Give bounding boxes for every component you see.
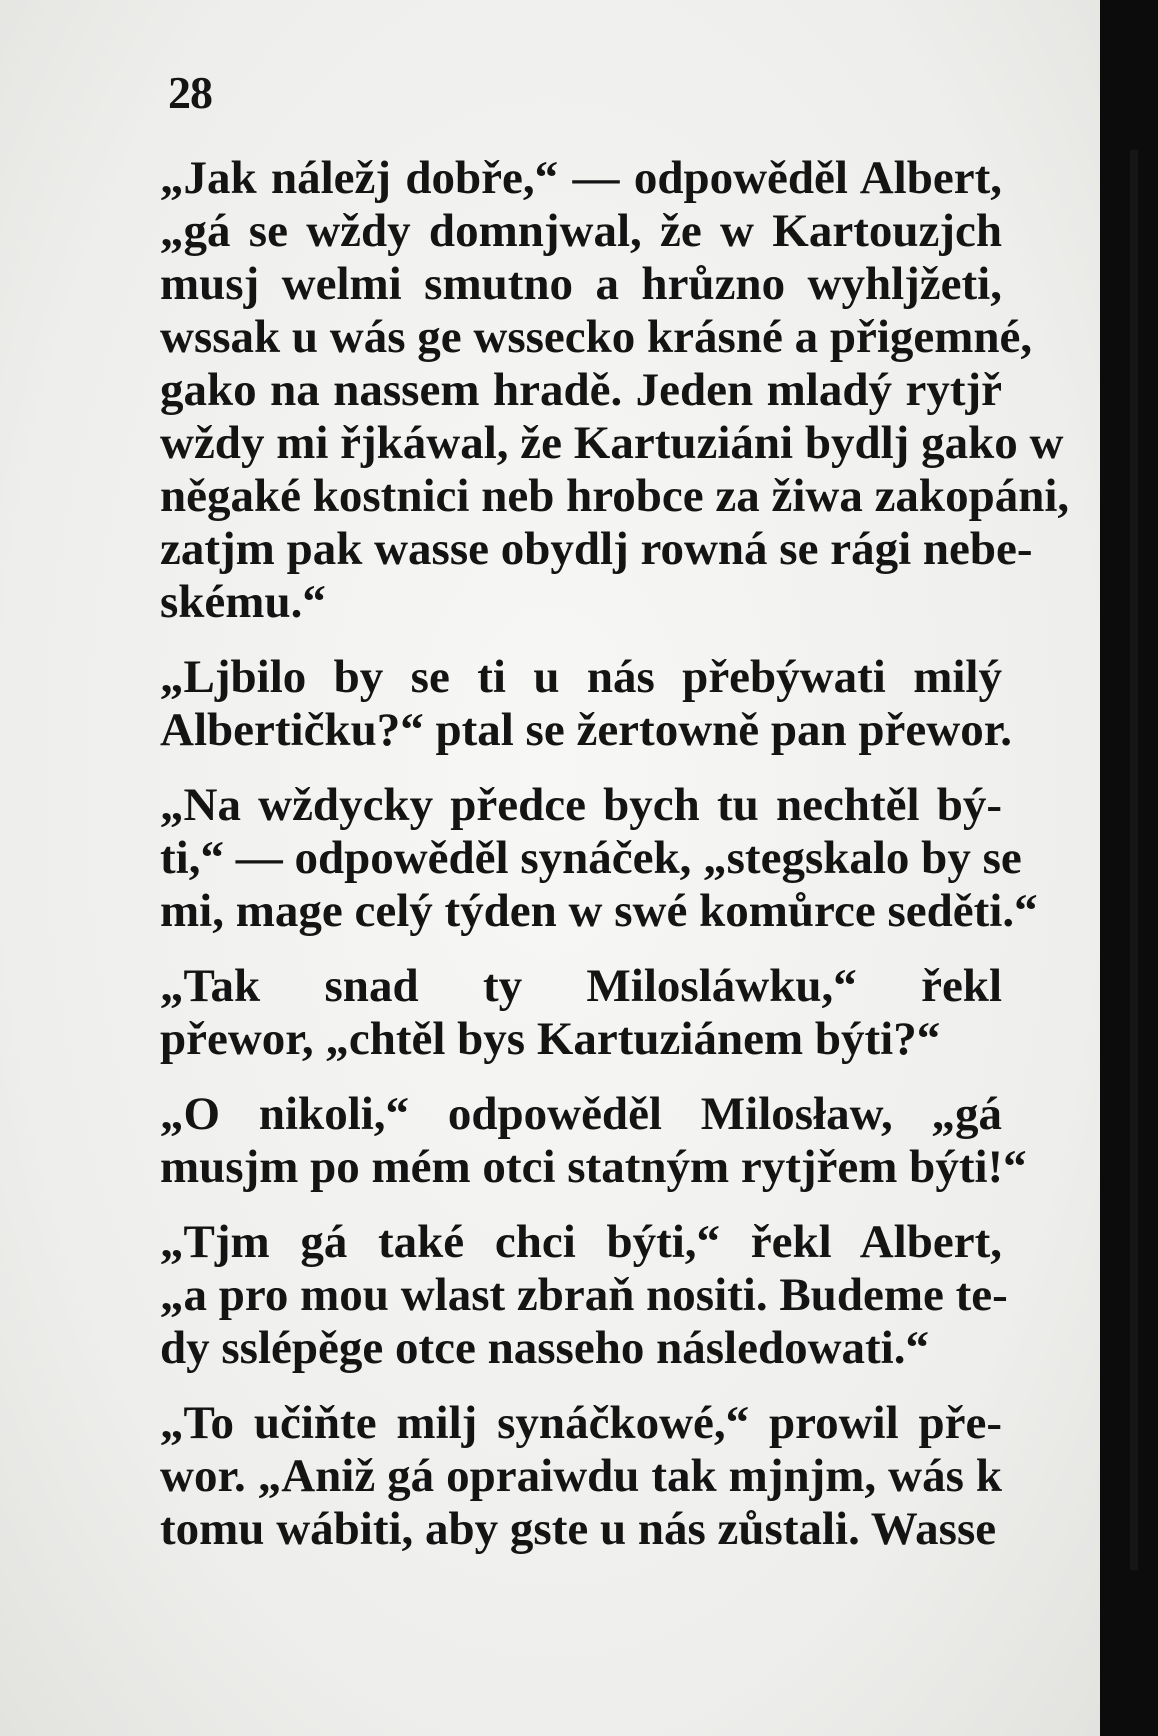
paragraph-1 (160, 152, 1070, 629)
paragraph-gap (160, 1066, 1002, 1088)
text-line: „O nikoli,“ odpowěděl Milosław, „gá (160, 1088, 1002, 1140)
text-line: „a pro mou wlast zbraň nositi. Budeme te- (160, 1269, 1008, 1321)
text-line: přewor, „chtěl bys Kartuziánem býti?“ (160, 1013, 941, 1065)
text-line: skému.“ (160, 576, 326, 628)
paragraph-6 (160, 1216, 1008, 1375)
text-line: gako na nassem hradě. Jeden mladý rytjř (160, 364, 1002, 416)
paragraph-4 (160, 960, 1002, 1066)
body-text (160, 152, 1070, 1556)
text-line: „Ljbilo by se ti u nás přebýwati milý (160, 651, 1002, 703)
paragraph-gap (160, 629, 1002, 651)
text-line: wssak u wás ge wssecko krásné a přigemné, (160, 311, 1033, 363)
scan-border (1100, 0, 1158, 1736)
paragraph-gap (160, 938, 1002, 960)
text-line: Albertičku?“ ptal se žertowně pan přewor. (160, 704, 1013, 756)
paragraph-5 (160, 1088, 1027, 1194)
text-line: ti,“ — odpowěděl synáček, „stegskalo by se (160, 832, 1022, 884)
paragraph-3 (160, 779, 1038, 938)
text-line: dy sslépěge otce nasseho následowati.“ (160, 1322, 929, 1374)
paragraph-2 (160, 651, 1013, 757)
paragraph-7 (160, 1397, 1002, 1556)
text-line: tomu wábiti, aby gste u nás zůstali. Wasse (160, 1503, 997, 1555)
text-line: „Na wždycky předce bych tu nechtěl bý- (160, 779, 1002, 831)
text-line: „Jak náležj dobře,“ — odpowěděl Albert, „gá se wždy domnjwal, že w Kartouzjch musj welmi smutno a hrůzno wyhljžeti, (160, 152, 1002, 310)
paragraph-gap (160, 1194, 1002, 1216)
text-line: wor. „Aniž gá opraiwdu tak mjnjm, wás k (160, 1450, 1002, 1502)
paragraph-gap (160, 1375, 1002, 1397)
text-line: zatjm pak wasse obydlj rowná se rági nebe- (160, 523, 1033, 575)
text-line: něgaké kostnici neb hrobce za žiwa zakopáni, (160, 470, 1070, 522)
text-line: „To učiňte milj synáčkowé,“ prowil pře- (160, 1397, 1002, 1449)
paragraph-gap (160, 757, 1002, 779)
text-line: „Tak snad ty Milosláwku,“ řekl (160, 960, 1002, 1012)
binding-rule (1130, 150, 1138, 1570)
text-line: wždy mi řjkáwal, že Kartuziáni bydlj gako w (160, 417, 1064, 469)
text-line: „Tjm gá také chci býti,“ řekl Albert, (160, 1216, 1002, 1268)
text-line: mi, mage celý týden w swé komůrce seděti.“ (160, 885, 1038, 937)
page-number: 28 (168, 67, 212, 118)
text-line: musjm po mém otci statným rytjřem býti!“ (160, 1141, 1027, 1193)
